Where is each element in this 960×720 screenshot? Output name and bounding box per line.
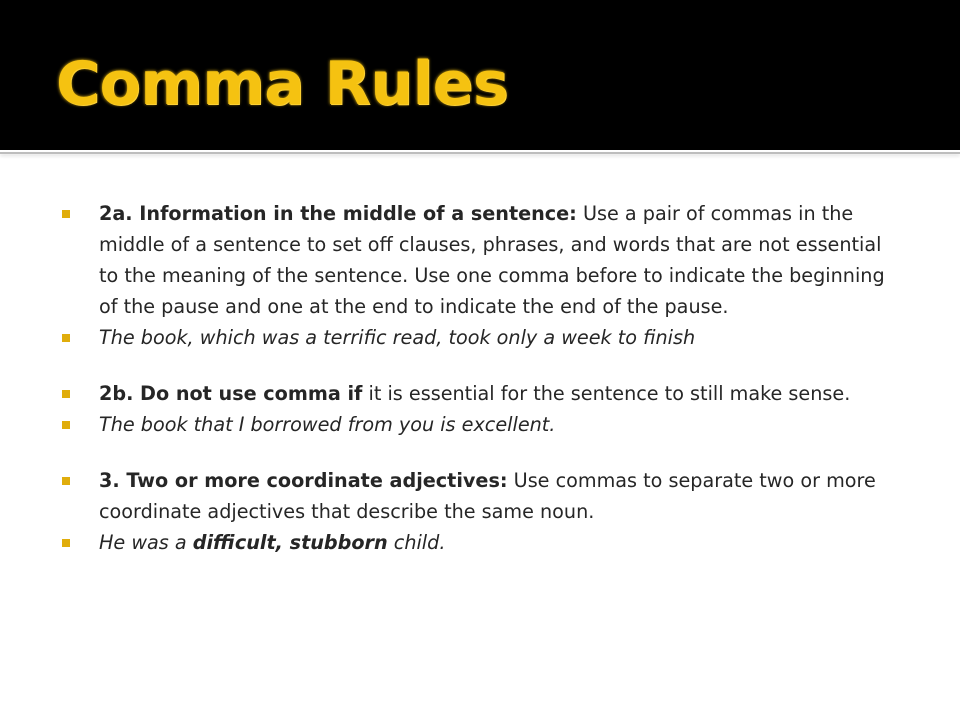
bullet-list (62, 198, 892, 558)
rule-text: Use commas to separate two or more coordinate adjectives that describe the same noun. (99, 469, 876, 523)
rule-heading: 3. Two or more coordinate adjectives: (99, 469, 508, 492)
bullet-item-3-example (62, 527, 892, 558)
title-bar (0, 0, 960, 150)
rule-text: it is essential for the sentence to still make sense. (362, 382, 851, 405)
bullet-item-2a-example (62, 322, 892, 353)
example-text: The book, which was a terrific read, took only a week to finish (99, 326, 696, 349)
example-bold-text: difficult, stubborn (192, 531, 388, 554)
rule-heading: 2a. Information in the middle of a sentence: (99, 202, 577, 225)
square-bullet-icon (62, 390, 70, 398)
rule-heading: 2b. Do not use comma if (99, 382, 363, 405)
example-text-end: child. (387, 531, 446, 554)
bullet-item-3 (62, 465, 892, 527)
title-divider (0, 152, 960, 154)
square-bullet-icon (62, 477, 70, 485)
square-bullet-icon (62, 210, 70, 218)
square-bullet-icon (62, 539, 70, 547)
bullet-item-2a (62, 198, 892, 322)
square-bullet-icon (62, 334, 70, 342)
slide-title: Comma Rules (56, 49, 509, 119)
bullet-item-2b-example (62, 409, 892, 440)
square-bullet-icon (62, 421, 70, 429)
example-text-start: He was a (99, 531, 193, 554)
bullet-item-2b (62, 378, 892, 409)
example-text: The book that I borrowed from you is excellent. (99, 413, 556, 436)
rule-text: Use a pair of commas in the middle of a sentence to set off clauses, phrases, and words that are not essential to the meaning of the sentence. Use one comma before to indicate the beginning of the pause and one at the end to indicate the end of the pause. (99, 202, 885, 318)
